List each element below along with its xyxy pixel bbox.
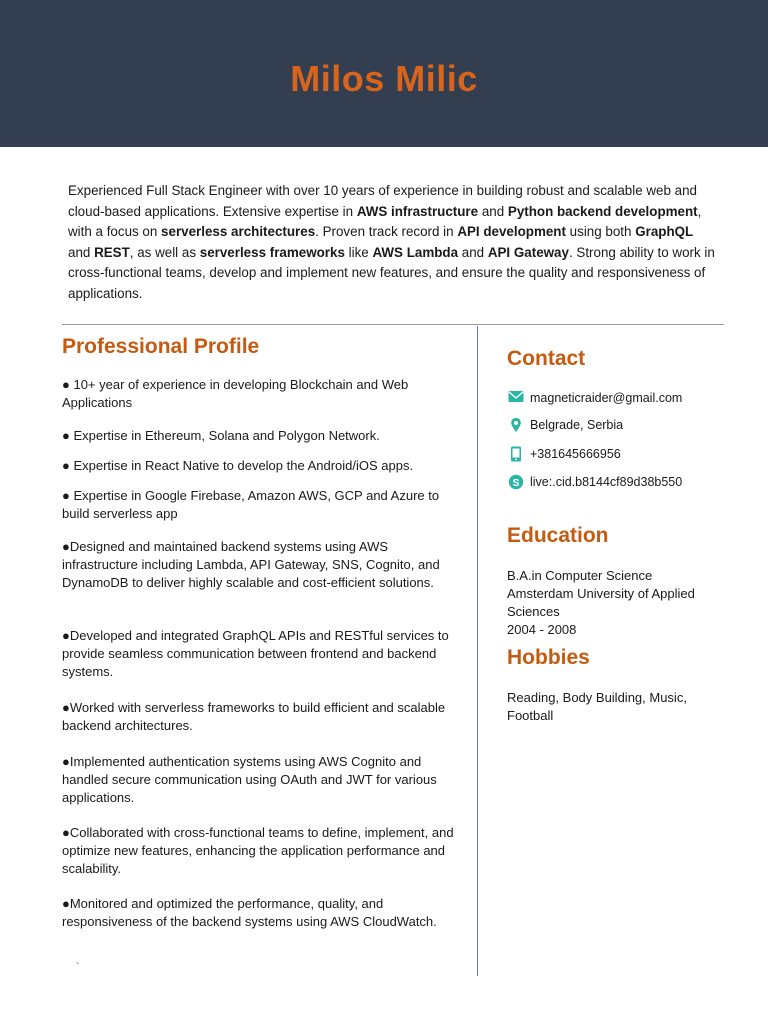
profile-item: ●Worked with serverless frameworks to build efficient and scalable backend architectures. bbox=[62, 700, 446, 733]
email-icon bbox=[508, 390, 524, 406]
summary-text: . Proven track record in bbox=[315, 224, 458, 240]
summary-highlight: AWS infrastructure bbox=[356, 203, 479, 219]
profile-item: ● Expertise in Ethereum, Solana and Polygon Network. bbox=[62, 428, 380, 443]
hobbies-text: Reading, Body Building, Music, Football bbox=[507, 690, 687, 723]
profile-item: ●Developed and integrated GraphQL APIs and RESTful services to provide seamless communication between frontend and backend systems. bbox=[62, 628, 449, 679]
education-degree: B.A.in Computer Science bbox=[507, 568, 653, 583]
contact-phone: +381645666956 bbox=[530, 447, 621, 461]
section-title-education: Education bbox=[507, 524, 609, 547]
profile-item: ● 10+ year of experience in developing Blockchain and Web Applications bbox=[62, 377, 409, 410]
skype-icon bbox=[508, 474, 524, 490]
section-title-professional-profile: Professional Profile bbox=[62, 335, 260, 358]
contact-location-row bbox=[508, 417, 623, 433]
phone-icon bbox=[508, 446, 524, 462]
section-title-hobbies: Hobbies bbox=[507, 646, 590, 669]
summary-highlight: AWS Lambda bbox=[372, 244, 459, 260]
location-pin-icon bbox=[508, 417, 524, 433]
summary-highlight: serverless architectures bbox=[161, 224, 316, 240]
vertical-divider bbox=[477, 326, 478, 976]
summary-paragraph bbox=[68, 181, 718, 305]
section-title-contact: Contact bbox=[507, 347, 586, 370]
profile-item: ●Collaborated with cross-functional teams to define, implement, and optimize new features, enhancing the application performance and scalability. bbox=[62, 825, 454, 876]
summary-text: like bbox=[344, 244, 373, 260]
summary-text: and bbox=[458, 244, 488, 260]
summary-text: , as well as bbox=[129, 244, 200, 260]
stray-mark: ` bbox=[76, 962, 80, 973]
summary-text: Experienced Full Stack Engineer with over 10 years of experience in building robust and scalable web and cloud-based applications. Extensive expertise in bbox=[68, 183, 697, 219]
summary-highlight: GraphQL bbox=[635, 224, 694, 240]
summary-text: . Strong ability to work in cross-functional teams, develop and implement new features, and ensure the quality and responsiveness of applications. bbox=[68, 244, 715, 301]
education-years: 2004 - 2008 bbox=[507, 622, 577, 637]
summary-highlight: API Gateway bbox=[487, 244, 569, 260]
profile-item: ●Implemented authentication systems using AWS Cognito and handled secure communication using OAuth and JWT for various applications. bbox=[62, 754, 437, 805]
header-banner bbox=[0, 0, 768, 147]
profile-item: ● Expertise in React Native to develop the Android/iOS apps. bbox=[62, 458, 414, 473]
contact-skype-row bbox=[508, 474, 682, 490]
summary-text: and bbox=[68, 244, 95, 260]
summary-highlight: serverless frameworks bbox=[199, 244, 345, 260]
contact-location: Belgrade, Serbia bbox=[530, 418, 624, 432]
summary-text: , with a focus on bbox=[68, 203, 702, 240]
summary-highlight: Python backend development bbox=[507, 203, 698, 219]
svg-text:S: S bbox=[512, 476, 520, 489]
summary-text: using both bbox=[565, 224, 636, 240]
horizontal-divider bbox=[62, 324, 724, 325]
profile-item: ●Monitored and optimized the performance, quality, and responsiveness of the backend systems using AWS CloudWatch. bbox=[62, 896, 437, 929]
contact-skype[interactable]: live:.cid.b8144cf89d38b550 bbox=[530, 475, 683, 489]
contact-phone-row bbox=[508, 446, 621, 462]
summary-text: and bbox=[478, 203, 508, 219]
summary-highlight: REST bbox=[94, 244, 130, 260]
contact-email-row bbox=[508, 390, 682, 406]
summary-highlight: API development bbox=[457, 224, 566, 240]
profile-item: ● Expertise in Google Firebase, Amazon AWS, GCP and Azure to build serverless app bbox=[62, 488, 440, 521]
profile-item: ●Designed and maintained backend systems using AWS infrastructure including Lambda, API Gateway, SNS, Cognito, and DynamoDB to deliver highly scalable and cost-efficient solutions. bbox=[62, 539, 440, 590]
education-school: Amsterdam University of Applied Sciences bbox=[507, 586, 695, 619]
resume-name: Milos Milic bbox=[290, 58, 478, 99]
contact-email[interactable]: magneticraider@gmail.com bbox=[530, 391, 683, 405]
